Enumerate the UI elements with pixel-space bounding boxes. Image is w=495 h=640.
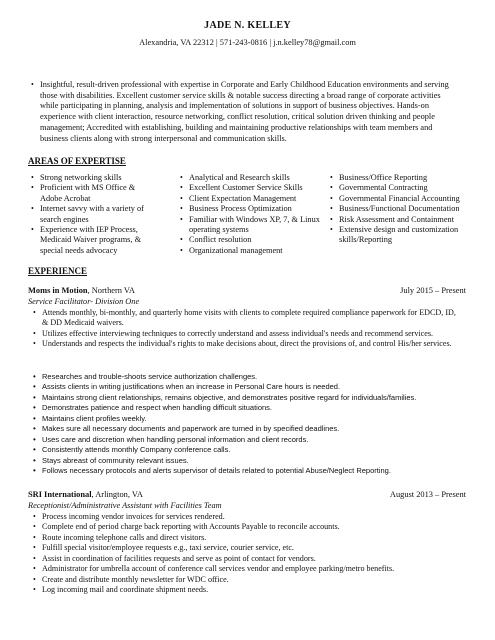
skill-item: • Business/Office Reporting (339, 173, 474, 183)
duty-item: • Stays abreast of community relevant issues. (42, 456, 462, 466)
skill-item: • Experience with IEP Process, Medicaid Waiver programs, & special needs advocacy (40, 225, 158, 256)
duty-item: • Attends monthly, bi-monthly, and quarterly home visits with clients to complete required compliance paperwork for EDCD, ID, & DD Medicaid waivers. (42, 308, 462, 329)
skill-item: • Internet savvy with a variety of search engines (40, 204, 158, 225)
job-dates: August 2013 – Present (389, 490, 466, 499)
skill-item: • Organizational management (189, 246, 329, 256)
duty-item: • Understands and respects the individual's rights to make decisions about, direct the provisions of, and control His/her services. (42, 339, 462, 349)
expertise-column-2 (189, 173, 329, 256)
summary-item: • Insightful, result-driven professional with expertise in Corporate and Early Childhood Education environments and serving those with disabilities. Excellent customer service skills & notable success directing a broad range of corporate activities while participating in planning, analysis and implementation of solutions in support of business objectives. Hands-on experience with client interaction, resource networking, conflict resolution, critical solution driven thinking and people management; Accredited with establishing, building and maintaining productive relationships with team members and business clients along with strong interpersonal and communication skills. (40, 80, 460, 144)
summary-list (40, 80, 460, 144)
skill-item: • Extensive design and customization skills/Reporting (339, 225, 474, 246)
duty-item: • Makes sure all necessary documents and paperwork are turned in by specified deadlines. (42, 424, 462, 434)
job-location: , Northern VA (87, 286, 135, 295)
expertise-column-1 (40, 173, 158, 256)
skill-item: • Risk Assessment and Containment (339, 215, 474, 225)
job-duties-list (42, 512, 462, 596)
duty-item: • Maintains client profiles weekly. (42, 414, 462, 424)
skill-item: • Client Expectation Management (189, 194, 329, 204)
job-header (28, 490, 466, 501)
duty-item: • Assist in coordination of facilities requests and serve as point of contact for vendors. (42, 554, 462, 564)
job-organization: Moms in Motion (28, 286, 88, 295)
skill-item: • Business Process Optimization (189, 204, 329, 214)
job-duties-list (42, 308, 462, 350)
duty-item: • Follows necessary protocols and alerts supervisor of details related to potential Abuse/Neglect Reporting. (42, 466, 462, 476)
duty-item: • Process incoming vendor invoices for services rendered. (42, 512, 462, 522)
job-location: , Arlington, VA (91, 490, 143, 499)
duty-item: • Create and distribute monthly newsletter for WDC office. (42, 575, 462, 585)
duty-item: • Demonstrates patience and respect when handling difficult situations. (42, 403, 462, 413)
skill-item: • Governmental Financial Accounting (339, 194, 474, 204)
job-title: Receptionist/Administrative Assistant with Facilities Team (28, 501, 222, 510)
duty-item: • Uses care and discretion when handling personal information and client records. (42, 435, 462, 445)
skill-item: • Proficient with MS Office & Adobe Acrobat (40, 183, 158, 204)
job-duties-list (42, 372, 462, 477)
expertise-heading: AREAS OF EXPERTISE (28, 156, 126, 166)
skill-item: • Analytical and Research skills (189, 173, 329, 183)
job-header (28, 286, 466, 297)
skill-item: • Business/Functional Documentation (339, 204, 474, 214)
duty-item: • Complete end of period charge back reporting with Accounts Payable to reconcile accounts. (42, 522, 462, 532)
duty-item: • Utilizes effective interviewing techniques to correctly understand and assess individual's needs and recommend services. (42, 329, 462, 339)
skill-item: • Familiar with Windows XP, 7, & Linux operating systems (189, 215, 329, 236)
job-organization: SRI International (28, 490, 92, 499)
skill-item: • Governmental Contracting (339, 183, 474, 193)
duty-item: • Consistently attends monthly Company conference calls. (42, 445, 462, 455)
duty-item: • Fulfill special visitor/employee requests e.g., taxi service, courier service, etc. (42, 543, 462, 553)
duty-item: • Administrator for umbrella account of conference call services vendor and employee parking/metro benefits. (42, 564, 462, 574)
experience-heading: EXPERIENCE (28, 266, 88, 276)
job-title: Service Facilitator- Division One (28, 297, 140, 306)
skill-item: • Conflict resolution (189, 235, 329, 245)
contact-line: Alexandria, VA 22312 | 571-243-0816 | j.n.kelley78@gmail.com (139, 38, 356, 47)
skill-item: • Excellent Customer Service Skills (189, 183, 329, 193)
duty-item: • Route incoming telephone calls and direct visitors. (42, 533, 462, 543)
duty-item: • Log incoming mail and coordinate shipment needs. (42, 585, 462, 595)
duty-item: • Researches and trouble-shoots service authorization challenges. (42, 372, 462, 382)
expertise-column-3 (339, 173, 474, 246)
duty-item: • Assists clients in writing justifications when an increase in Personal Care hours is needed. (42, 382, 462, 392)
job-dates: July 2015 – Present (400, 286, 466, 295)
resume-name: JADE N. KELLEY (204, 20, 291, 31)
skill-item: • Strong networking skills (40, 173, 158, 183)
duty-item: • Maintains strong client relationships, remains objective, and demonstrates positive regard for individuals/families. (42, 393, 462, 403)
